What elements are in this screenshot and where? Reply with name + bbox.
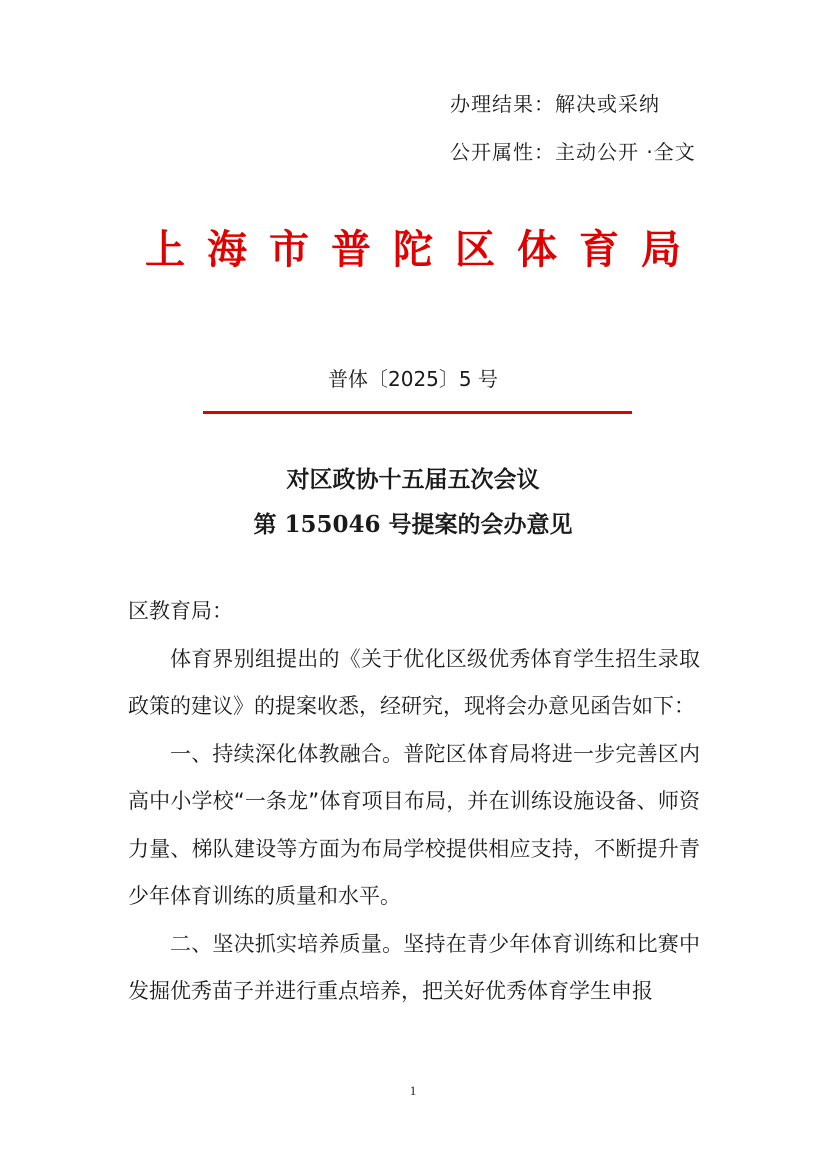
document-title-line-1: 对区政协十五届五次会议: [286, 466, 540, 493]
disclosure-attribute: 公开属性：主动公开 ·全文: [450, 140, 696, 164]
page-number: 1: [409, 1083, 417, 1098]
document-body: [128, 588, 700, 1016]
document-title-line-2: 第 155046 号提案的会办意见: [253, 511, 573, 538]
body-paragraph-2: 二、坚决抓实培养质量。坚持在青少年体育训练和比赛中发掘优秀苗子并进行重点培养，把关好优秀体育学生申报: [128, 931, 700, 1003]
salutation: 区教育局：: [128, 599, 233, 623]
body-paragraph-intro: 体育界别组提出的《关于优化区级优秀体育学生招生录取政策的建议》的提案收悉，经研究，现将会办意见函告如下：: [128, 646, 700, 718]
red-separator-line: [203, 411, 632, 414]
issuing-authority-title: 上海市普陀区体育局: [145, 226, 703, 273]
handling-result: 办理结果：解决或采纳: [450, 92, 660, 116]
body-paragraph-1: 一、持续深化体教融合。普陀区体育局将进一步完善区内高中小学校“一条龙”体育项目布局，并在训练设施设备、师资力量、梯队建设等方面为布局学校提供相应支持，不断提升青少年体育训练的质量和水平。: [128, 741, 700, 908]
document-number: 普体〔2025〕5 号: [328, 367, 498, 391]
